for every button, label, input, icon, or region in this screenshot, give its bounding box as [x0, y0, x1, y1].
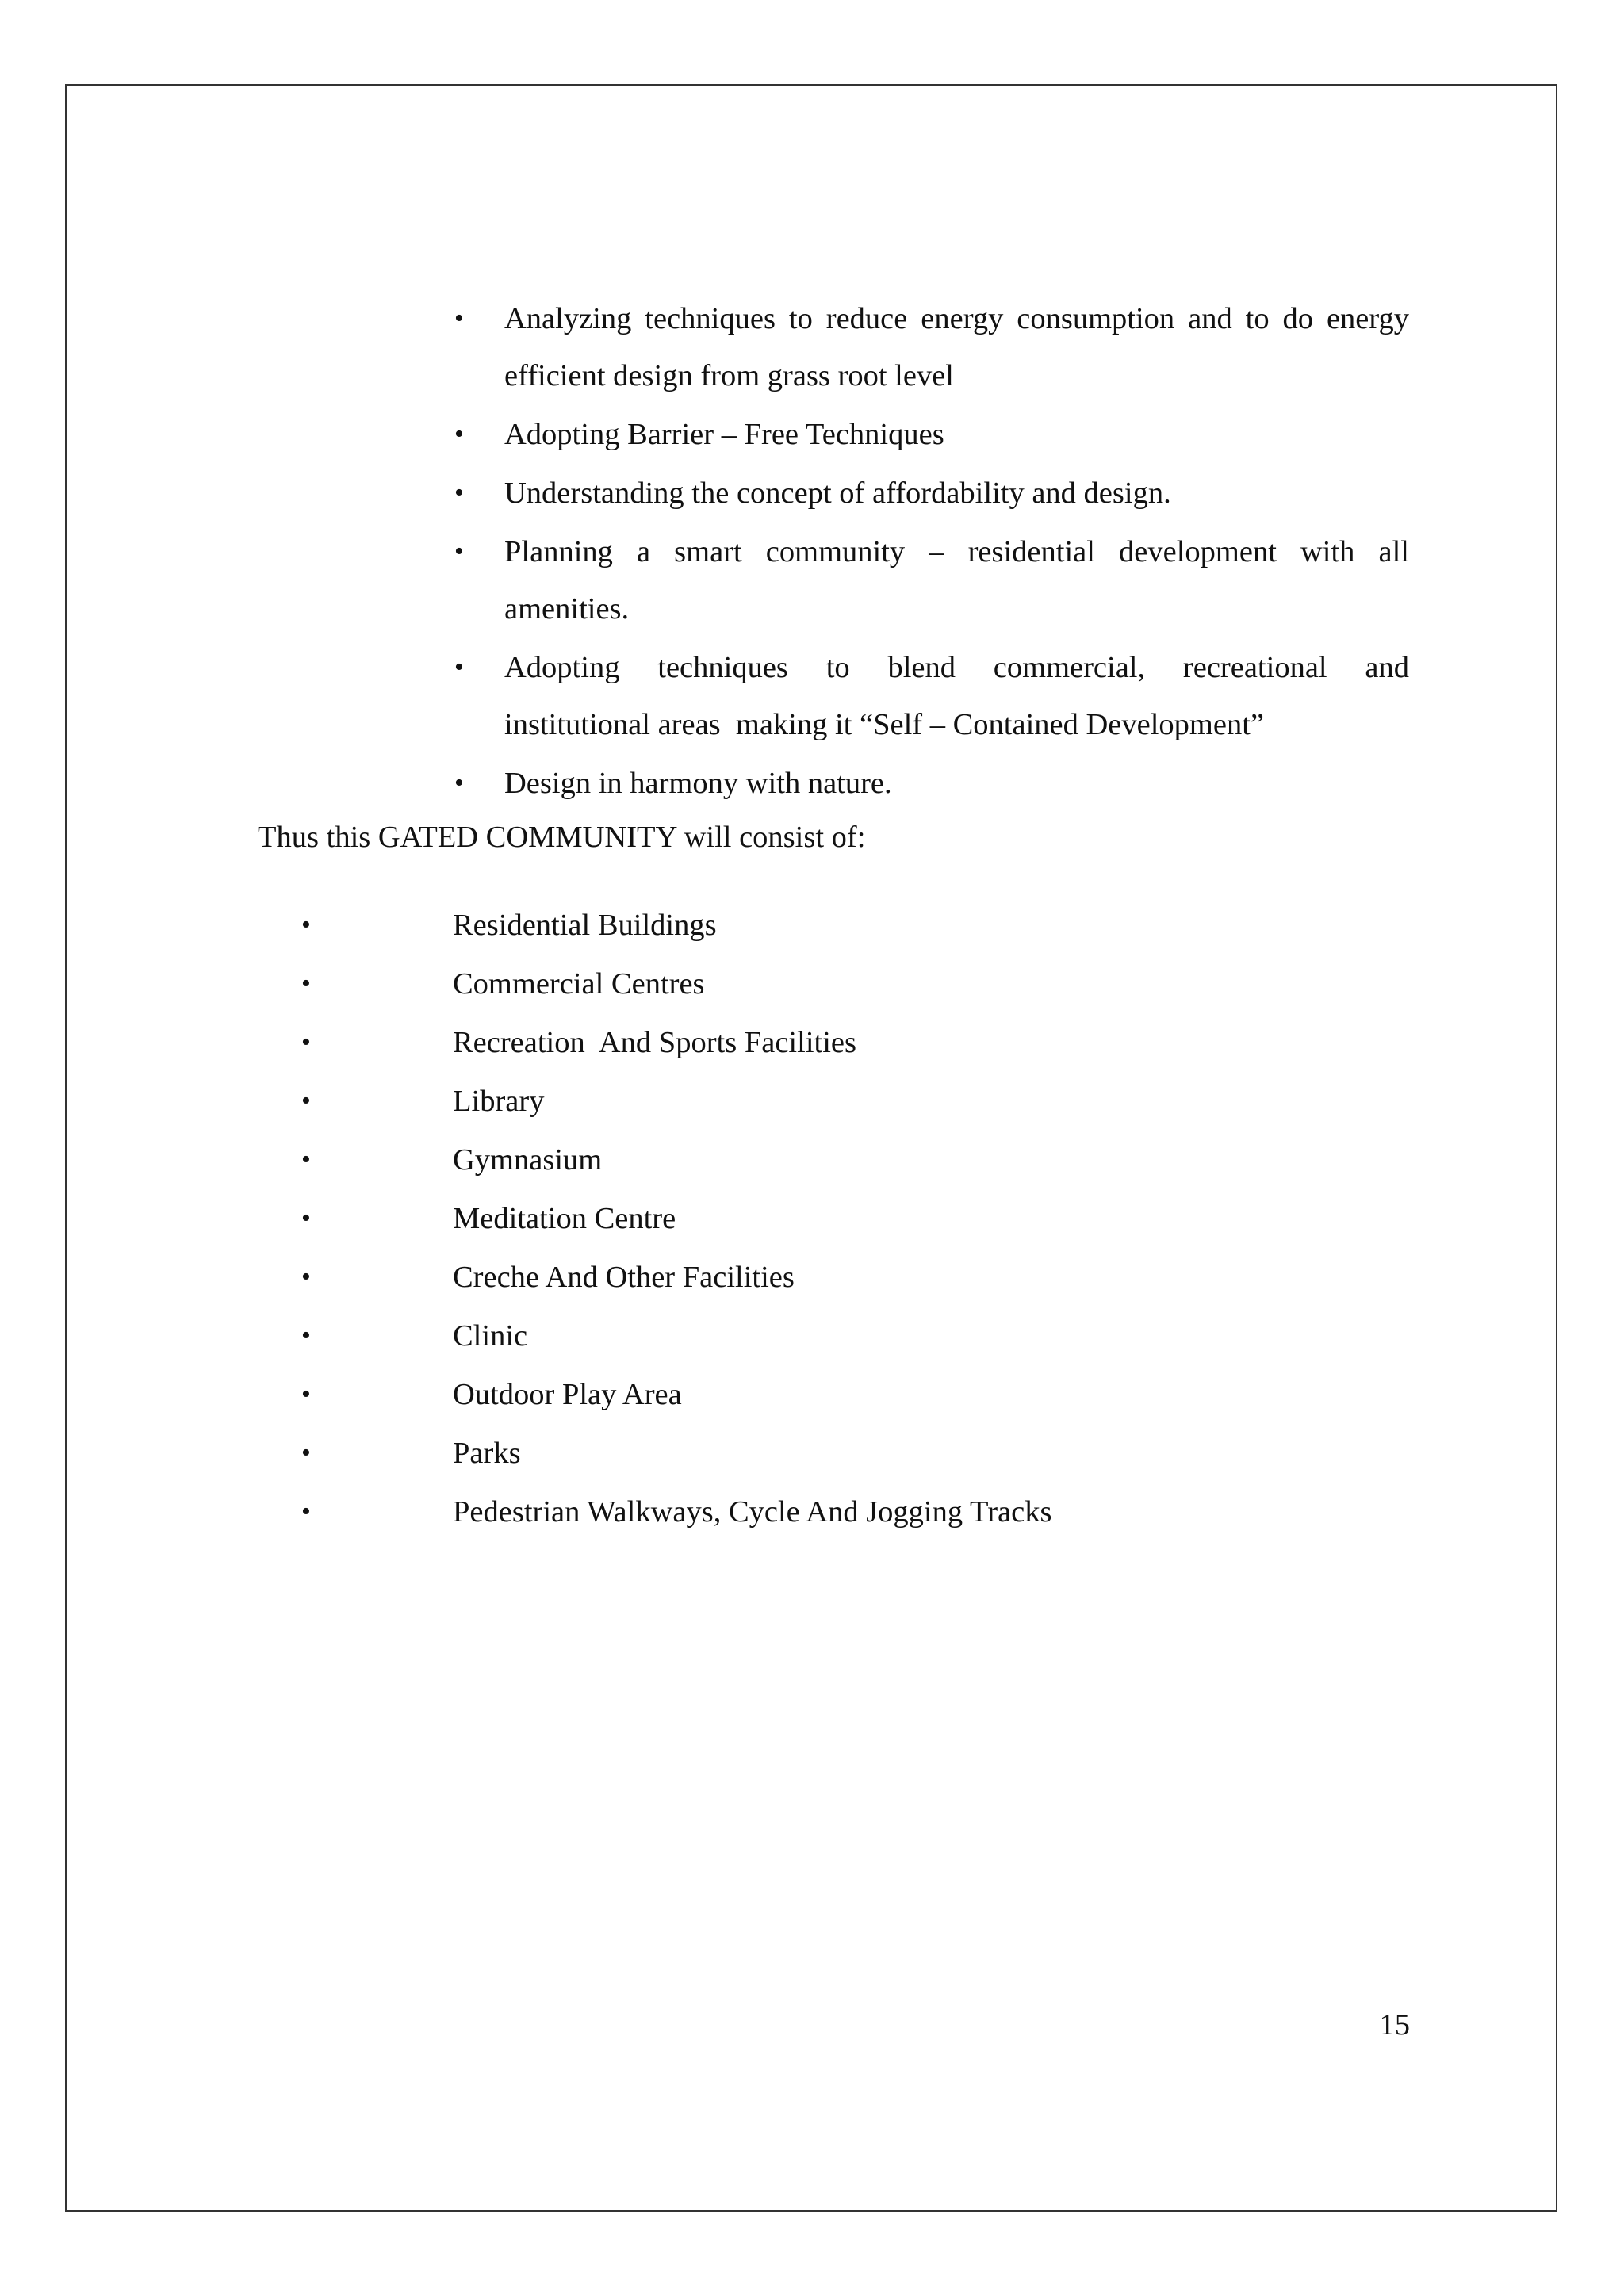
bullet-icon: •	[454, 478, 464, 507]
list-item-text: Commercial Centres	[453, 967, 705, 1001]
list-item	[301, 1307, 1051, 1365]
bullet-icon: •	[454, 768, 464, 798]
list-item-text: Pedestrian Walkways, Cycle And Jogging Tracks	[453, 1495, 1052, 1529]
list-item	[301, 1248, 1051, 1307]
bullet-icon: •	[301, 1027, 311, 1057]
bullet-icon: •	[454, 304, 464, 333]
bullet-icon: •	[301, 1203, 311, 1233]
page-number: 15	[1379, 2008, 1410, 2042]
list-item-text: Residential Buildings	[453, 909, 717, 942]
list-item-text: Planning a smart community – residential development with all	[504, 535, 1409, 568]
list-item	[301, 1483, 1051, 1541]
list-item-text: Meditation Centre	[453, 1202, 676, 1235]
bullet-icon: •	[301, 1086, 311, 1115]
facilities-list	[301, 896, 1051, 1541]
bullet-icon: •	[301, 1262, 311, 1292]
bullet-icon: •	[301, 1497, 311, 1526]
objectives-list	[454, 290, 1409, 813]
list-item	[301, 1072, 1051, 1131]
list-item	[301, 1365, 1051, 1424]
list-item-text: Design in harmony with nature.	[504, 767, 892, 800]
list-item-text: Analyzing techniques to reduce energy consumption and to do energy	[504, 302, 1409, 335]
list-item-continuation: amenities.	[504, 592, 630, 626]
list-item-text: Adopting techniques to blend commercial, recreational and	[504, 651, 1409, 684]
list-item-text: Understanding the concept of affordability and design.	[504, 476, 1171, 510]
list-item-text: Parks	[453, 1437, 521, 1470]
list-item-text: Library	[453, 1085, 545, 1118]
list-item	[301, 896, 1051, 955]
list-item-text: Adopting Barrier – Free Techniques	[504, 418, 944, 451]
list-item	[454, 755, 1409, 812]
bullet-icon: •	[301, 1145, 311, 1174]
list-item	[454, 523, 1409, 637]
bullet-icon: •	[454, 537, 464, 566]
list-item-continuation: institutional areas making it “Self – Contained Development”	[504, 708, 1264, 741]
list-item	[301, 1013, 1051, 1072]
list-item-continuation: efficient design from grass root level	[504, 359, 954, 392]
list-item-text: Outdoor Play Area	[453, 1378, 682, 1411]
bullet-icon: •	[301, 1438, 311, 1468]
list-item-text: Recreation And Sports Facilities	[453, 1026, 856, 1059]
list-item	[454, 639, 1409, 753]
list-item	[301, 1424, 1051, 1483]
list-item	[454, 465, 1409, 522]
list-item	[454, 290, 1409, 404]
list-item-text: Creche And Other Facilities	[453, 1261, 795, 1294]
bullet-icon: •	[454, 652, 464, 682]
intro-paragraph: Thus this GATED COMMUNITY will consist of:	[258, 821, 866, 854]
list-item	[454, 406, 1409, 463]
list-item	[301, 1131, 1051, 1189]
bullet-icon: •	[301, 1321, 311, 1350]
bullet-icon: •	[454, 419, 464, 449]
bullet-icon: •	[301, 910, 311, 939]
bullet-icon: •	[301, 1380, 311, 1409]
list-item	[301, 1189, 1051, 1248]
list-item-text: Clinic	[453, 1319, 528, 1353]
list-item-text: Gymnasium	[453, 1143, 603, 1177]
bullet-icon: •	[301, 969, 311, 998]
list-item	[301, 955, 1051, 1013]
